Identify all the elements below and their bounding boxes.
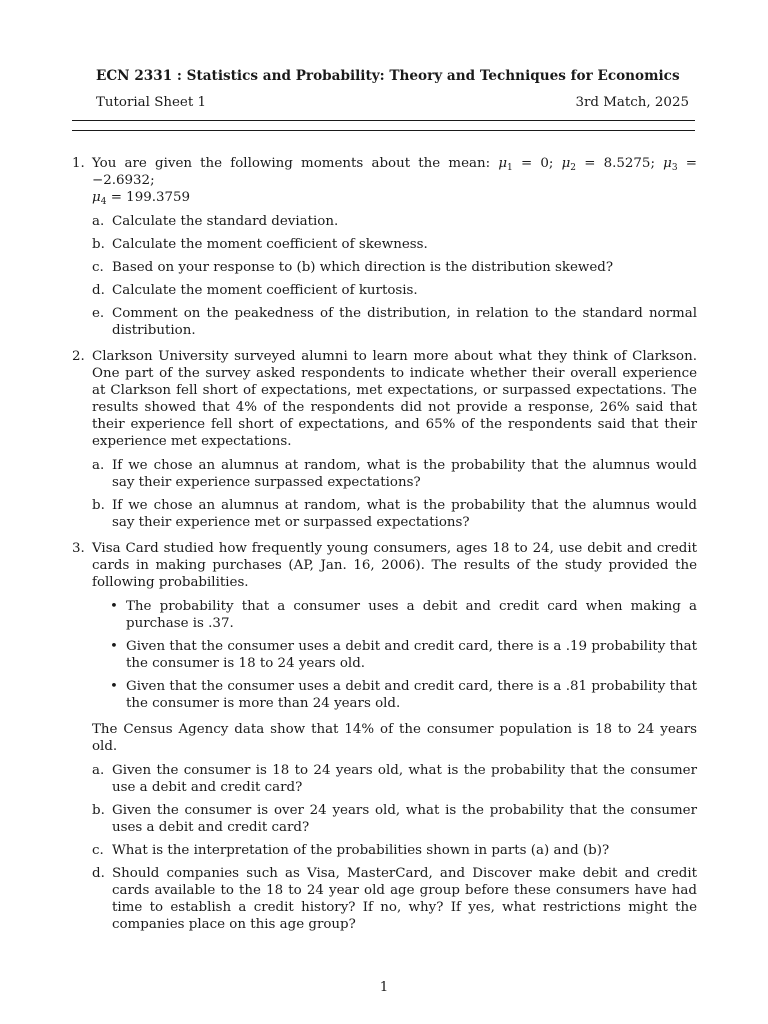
bullet-text: Given that the consumer uses a debit and credit card, there is a .19 probability that the consumer is 18 to 24 years old. bbox=[126, 639, 697, 671]
part-label: d. bbox=[92, 866, 105, 881]
moment-symbol: μ bbox=[92, 190, 101, 205]
question-1 bbox=[72, 155, 697, 339]
question-number: 3. bbox=[72, 541, 85, 556]
part-text: Given the consumer is over 24 years old, what is the probability that the consumer uses a debit and credit card? bbox=[112, 803, 697, 835]
moment-subscript: 3 bbox=[671, 163, 678, 173]
question-number: 1. bbox=[72, 156, 85, 171]
bullet-icon: • bbox=[110, 639, 118, 654]
question-text bbox=[92, 155, 697, 206]
tutorial-sheet-label: Tutorial Sheet 1 bbox=[96, 95, 207, 110]
question-part bbox=[92, 762, 697, 796]
question-2 bbox=[72, 348, 697, 531]
question-3 bbox=[72, 540, 697, 933]
part-label: a. bbox=[92, 214, 105, 229]
part-label: c. bbox=[92, 260, 104, 275]
question-part bbox=[92, 259, 697, 276]
moment-symbol: μ bbox=[663, 156, 672, 171]
page-number: 1 bbox=[379, 980, 389, 995]
part-text: Calculate the moment coefficient of kurtosis. bbox=[112, 283, 418, 298]
part-text: If we chose an alumnus at random, what is the probability that the alumnus would say their experience met or surpassed expectations? bbox=[112, 498, 697, 530]
question-parts bbox=[92, 213, 697, 339]
question-part bbox=[92, 842, 697, 859]
moment-value: = 0; bbox=[520, 156, 554, 171]
part-text: Calculate the moment coefficient of skewness. bbox=[112, 237, 428, 252]
question-text: Visa Card studied how frequently young consumers, ages 18 to 24, use debit and credit cards in making purchases (AP, Jan. 16, 2006). The results of the study provided the following probabilities. bbox=[92, 541, 697, 590]
moment-subscript: 2 bbox=[570, 163, 576, 173]
part-text: Comment on the peakedness of the distribution, in relation to the standard normal distribution. bbox=[112, 306, 697, 338]
moment-mu4 bbox=[92, 190, 190, 205]
question-list bbox=[72, 155, 697, 933]
moment-value: = 8.5275; bbox=[584, 156, 655, 171]
bullet-icon: • bbox=[110, 599, 118, 614]
question-text-intro: You are given the following moments about the mean: bbox=[92, 156, 491, 171]
part-label: b. bbox=[92, 237, 105, 252]
question-part bbox=[92, 305, 697, 339]
question-number: 2. bbox=[72, 349, 85, 364]
part-label: c. bbox=[92, 843, 104, 858]
header-rule-bottom bbox=[72, 130, 695, 131]
part-label: a. bbox=[92, 458, 105, 473]
bullet-icon: • bbox=[110, 679, 118, 694]
bullet-text: The probability that a consumer uses a debit and credit card when making a purchase is .37. bbox=[126, 599, 697, 631]
questions-body bbox=[72, 155, 697, 942]
question-parts bbox=[92, 762, 697, 933]
question-part bbox=[92, 802, 697, 836]
part-text: Based on your response to (b) which direction is the distribution skewed? bbox=[112, 260, 614, 275]
moment-value: = 199.3759 bbox=[110, 190, 191, 205]
part-text: Calculate the standard deviation. bbox=[112, 214, 339, 229]
question-part bbox=[92, 282, 697, 299]
question-part bbox=[92, 865, 697, 933]
part-label: b. bbox=[92, 803, 105, 818]
part-text: Should companies such as Visa, MasterCard, and Discover make debit and credit cards available to the 18 to 24 year old age group before these consumers have had time to establish a credit history? If no, why? If yes, what restrictions might the companies place on this age group? bbox=[112, 866, 697, 932]
moment-subscript: 4 bbox=[100, 197, 107, 207]
part-text: What is the interpretation of the probabilities shown in parts (a) and (b)? bbox=[112, 843, 610, 858]
question-part bbox=[92, 236, 697, 253]
part-text: Given the consumer is 18 to 24 years old, what is the probability that the consumer use a debit and credit card? bbox=[112, 763, 697, 795]
header-date: 3rd Match, 2025 bbox=[575, 95, 689, 110]
bullet-item bbox=[106, 638, 697, 672]
moment-mu2 bbox=[562, 156, 655, 171]
course-title: ECN 2331 : Statistics and Probability: Theory and Techniques for Economics bbox=[96, 68, 680, 84]
bullet-item bbox=[106, 598, 697, 632]
header-subline bbox=[96, 94, 689, 111]
bullet-text: Given that the consumer uses a debit and credit card, there is a .81 probability that the consumer is more than 24 years old. bbox=[126, 679, 697, 711]
header-rule-top bbox=[72, 120, 695, 121]
bullet-item bbox=[106, 678, 697, 712]
part-label: a. bbox=[92, 763, 105, 778]
part-label: e. bbox=[92, 306, 105, 321]
question-part bbox=[92, 457, 697, 491]
moment-subscript: 1 bbox=[507, 163, 513, 173]
census-paragraph: The Census Agency data show that 14% of the consumer population is 18 to 24 years old. bbox=[92, 722, 697, 754]
question-parts bbox=[92, 457, 697, 531]
moment-value: = −2.6932; bbox=[92, 156, 697, 188]
moment-symbol: μ bbox=[498, 156, 508, 171]
question-part bbox=[92, 213, 697, 230]
part-label: b. bbox=[92, 498, 105, 513]
question-part bbox=[92, 497, 697, 531]
moment-symbol: μ bbox=[561, 156, 571, 171]
question-text: Clarkson University surveyed alumni to learn more about what they think of Clarkson. One part of the survey asked respondents to indicate whether their overall experience at Clarkson fell short of expectations, met expectations, or surpassed expectations. The results showed that 4% of the respondents did not provide a response, 26% said that their experience fell short of expectations, and 65% of the respondents said that their experience met expectations. bbox=[92, 349, 697, 449]
moment-mu1 bbox=[498, 156, 553, 171]
part-label: d. bbox=[92, 283, 105, 298]
probability-bullets bbox=[92, 598, 697, 712]
part-text: If we chose an alumnus at random, what is the probability that the alumnus would say their experience surpassed expectations? bbox=[112, 458, 697, 490]
